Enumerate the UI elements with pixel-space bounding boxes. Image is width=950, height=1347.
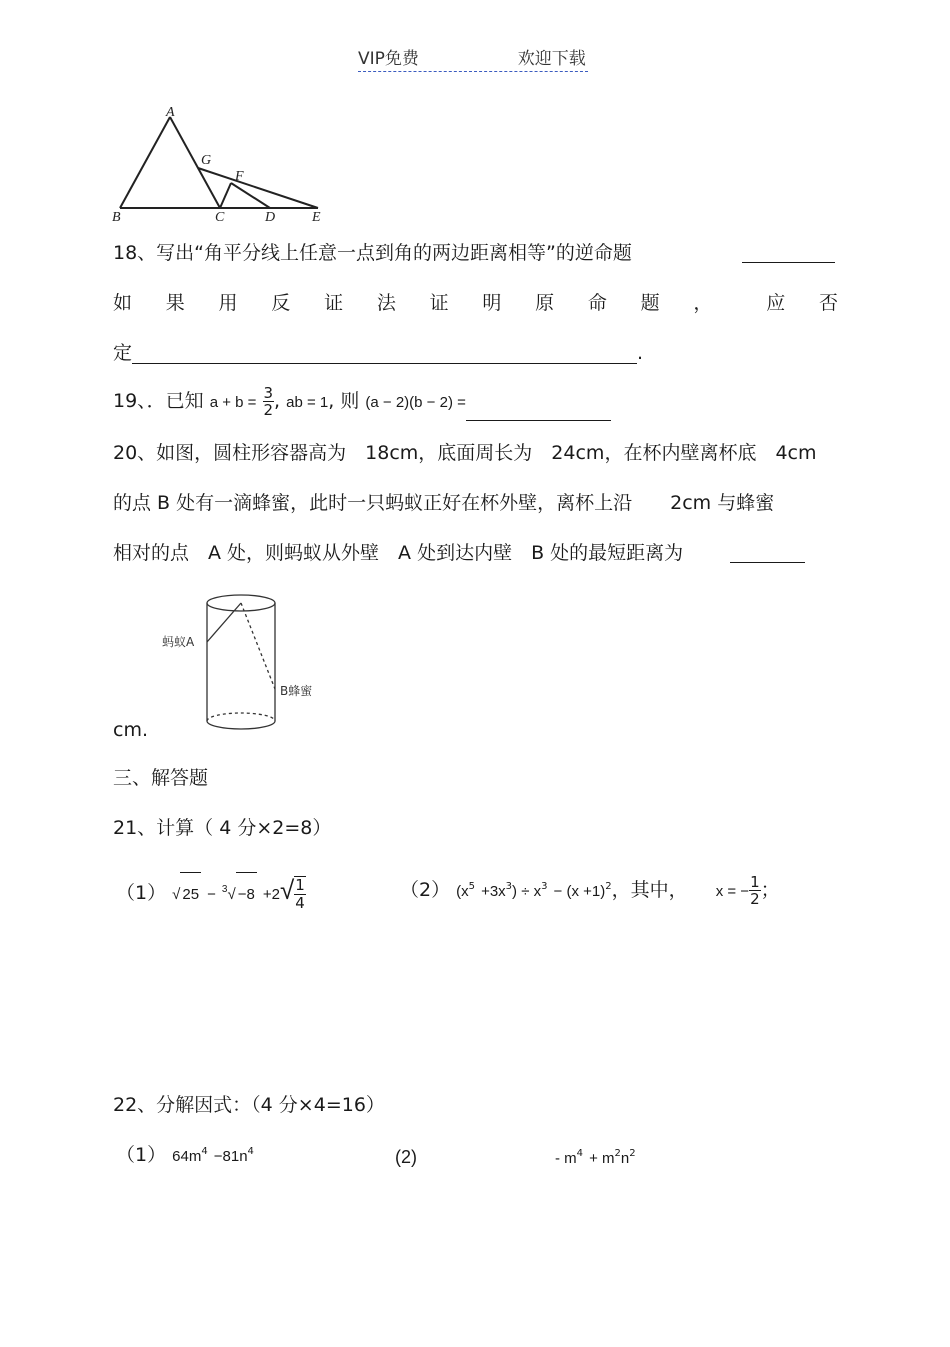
q18-line2: 如 果 用 反 证 法 证 明 原 命 题 ， 应 否 [113, 292, 838, 314]
q21-part2: （2） $(x^5 +3x^3) \div x^3 - (x +1)^2$，其中， x = − $\frac{1}{2}$ ； [400, 872, 780, 908]
q18-line3: 定 . [113, 342, 644, 364]
label-E: E [312, 210, 321, 225]
header-right-text: 欢迎下载 [517, 49, 586, 69]
q20-answer-blank[interactable] [730, 562, 805, 563]
label-A: A [166, 105, 175, 120]
section-title: 三、解答题 [113, 767, 209, 789]
q20-line3: 相对的点 A 处，则蚂蚁从外壁 A 处到达内壁 B 处的最短距离为 [113, 542, 684, 564]
label-honey-b: B蜂蜜 [280, 684, 313, 698]
label-G: G [201, 153, 212, 168]
sqrt-25: √ 25 [172, 886, 201, 903]
q21-part1: （1） √ 25 − $^3$√ −8 +2√ $\frac{1}{4}$ [116, 868, 306, 919]
q18-answer-blank-1[interactable] [742, 262, 835, 263]
q20-line2: 的点 B 处有一滴蜂蜜，此时一只蚂蚁正好在杯外壁，离杯上沿 2cm 与蜂蜜 [113, 492, 775, 514]
q18-text: 18、写出“角平分线上任意一点到角的两边距离相等”的逆命题 [113, 242, 632, 264]
label-D: D [265, 210, 276, 225]
header-bar[interactable] [358, 44, 588, 72]
label-B: B [112, 210, 121, 225]
label-ant-a: 蚂蚁A [162, 635, 195, 649]
triangle-figure [110, 104, 330, 226]
q19-line: 19、．已知 a + b = $\frac{3}{2}$ , ab = 1, 则 (a − 2)(b − 2) = [113, 382, 611, 422]
header-left-text: VIP免费 [358, 49, 419, 69]
q22-part1: （1） $64m^4 -81n^4$ [116, 1144, 254, 1166]
q22-part2-label: (2) [395, 1147, 417, 1167]
q20-unit: cm. [113, 719, 148, 741]
q19-answer-blank[interactable] [466, 382, 611, 421]
q20-line1: 20、如图，圆柱形容器高为 18cm，底面周长为 24cm，在杯内壁离杯底 4cm [113, 442, 817, 464]
label-C: C [215, 210, 225, 225]
cylinder-figure [160, 585, 330, 740]
label-F: F [235, 169, 244, 184]
q22-title: 22、分解因式：（4 分×4=16） [113, 1094, 385, 1116]
q18-line1 [113, 244, 632, 263]
q22-part2-expr: - $m^4 + m^2n^2$ [555, 1148, 636, 1167]
q21-title: 21、计算（ 4 分×2=8） [113, 817, 332, 839]
q18-answer-blank-2[interactable] [132, 344, 637, 364]
cbrt-neg8: $^3$√ −8 [222, 886, 257, 903]
